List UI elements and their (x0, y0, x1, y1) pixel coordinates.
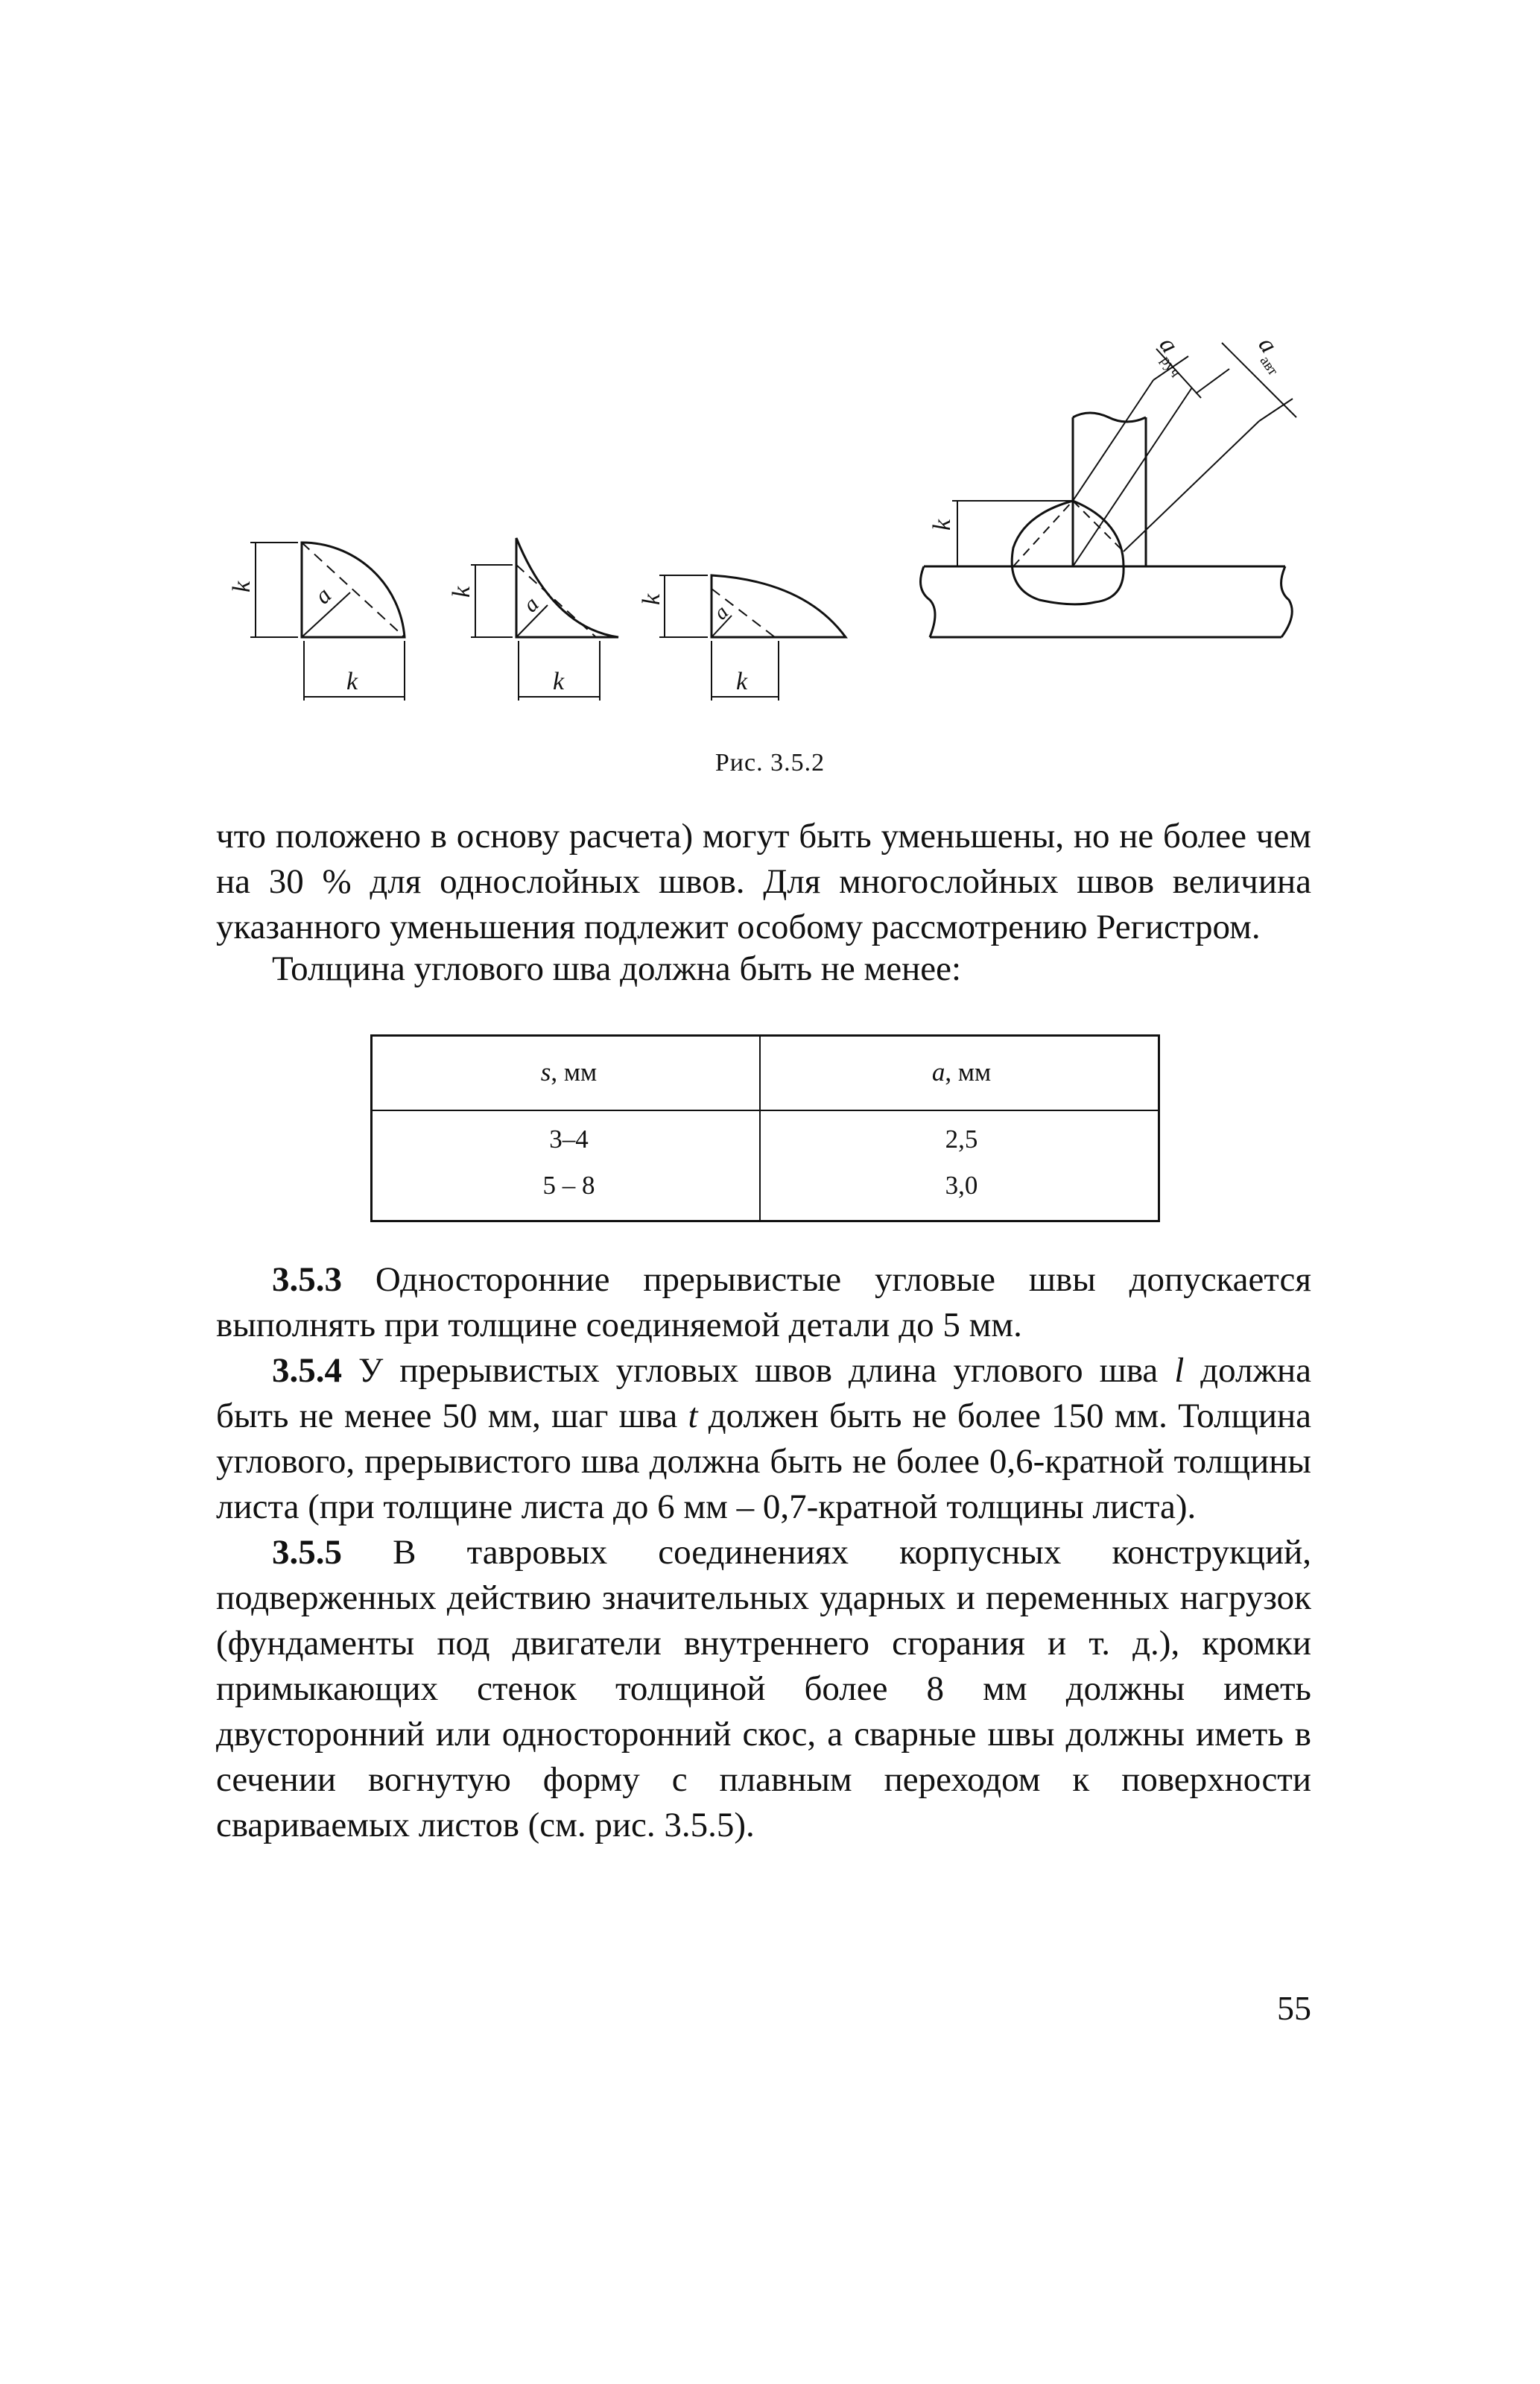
label-k-v1: k (228, 581, 256, 592)
t-joint (921, 343, 1297, 637)
header-s: s, мм (540, 1057, 598, 1087)
table-row (373, 1125, 1158, 1154)
table-divider (373, 1110, 1158, 1111)
section-number: 3.5.4 (272, 1351, 342, 1390)
section-3-5-5: 3.5.5 В тавровых соединениях корпусных конструкций, подверженных действию значительных ударных и переменных нагрузок (фундаменты под двигатели внутреннего сгорания и т. д.), кромки примыкающих стенок толщиной более 8 мм должны иметь двусторонний или односторонний скос, а сварные швы должны иметь в сечении вогнутую форму с плавным переходом к поверхности свариваемых листов (см. рис. 3.5.5). (216, 1533, 1311, 1844)
weld-thickness-table (370, 1034, 1160, 1222)
weld-flat (659, 575, 846, 701)
label-a-1: a (308, 581, 337, 610)
label-k-h1: k (346, 668, 358, 695)
label-k-h3: k (736, 668, 748, 695)
cell-s: 5 – 8 (542, 1171, 595, 1200)
weld-concave (471, 538, 618, 701)
label-a-3: a (709, 601, 733, 625)
sections-block (216, 1257, 1311, 1848)
label-a-2: a (518, 592, 544, 618)
weld-convex (250, 543, 405, 701)
table-row (373, 1171, 1158, 1201)
label-k-h2: k (553, 668, 565, 695)
paragraph-text: что положено в основу расчета) могут быть уменьшены, но не более чем на 30 % для однослойных швов. Для многослойных швов величина указанного уменьшения подлежит особому рассмотрению Регистром. (216, 817, 1311, 946)
table-header-row (373, 1057, 1158, 1087)
page-number: 55 (1277, 1989, 1311, 2027)
weld-figure (0, 0, 1540, 745)
section-3-5-4: 3.5.4 У прерывистых угловых швов длина углового шва l должна быть не менее 50 мм, шаг шва t должен быть не более 150 мм. Толщина углового, прерывистого шва должна быть не более 0,6-кратной толщины листа (при толщине листа до 6 мм – 0,7-кратной толщины листа). (216, 1351, 1311, 1526)
paragraph-text: Толщина углового шва должна быть не менее: (272, 949, 962, 988)
cell-a: 3,0 (945, 1171, 978, 1200)
section-3-5-3: 3.5.3 Односторонние прерывистые угловые швы допускается выполнять при толщине соединяемой детали до 5 мм. (216, 1260, 1311, 1344)
section-number: 3.5.5 (272, 1533, 342, 1572)
cell-a: 2,5 (945, 1125, 978, 1154)
section-number: 3.5.3 (272, 1260, 342, 1299)
label-k-v4: k (928, 519, 956, 531)
label-a-auto: $a_{авт}$ (1252, 332, 1283, 379)
paragraph-continuation (216, 814, 1311, 950)
figure-caption: Рис. 3.5.2 (714, 749, 826, 777)
label-a-manual: $a_{руч}$ (1153, 332, 1184, 381)
label-k-v3: k (638, 593, 665, 605)
paragraph-thickness-intro (216, 946, 1311, 992)
label-k-v2: k (448, 586, 475, 598)
cell-s: 3–4 (549, 1125, 589, 1154)
header-a: a, мм (931, 1057, 992, 1087)
